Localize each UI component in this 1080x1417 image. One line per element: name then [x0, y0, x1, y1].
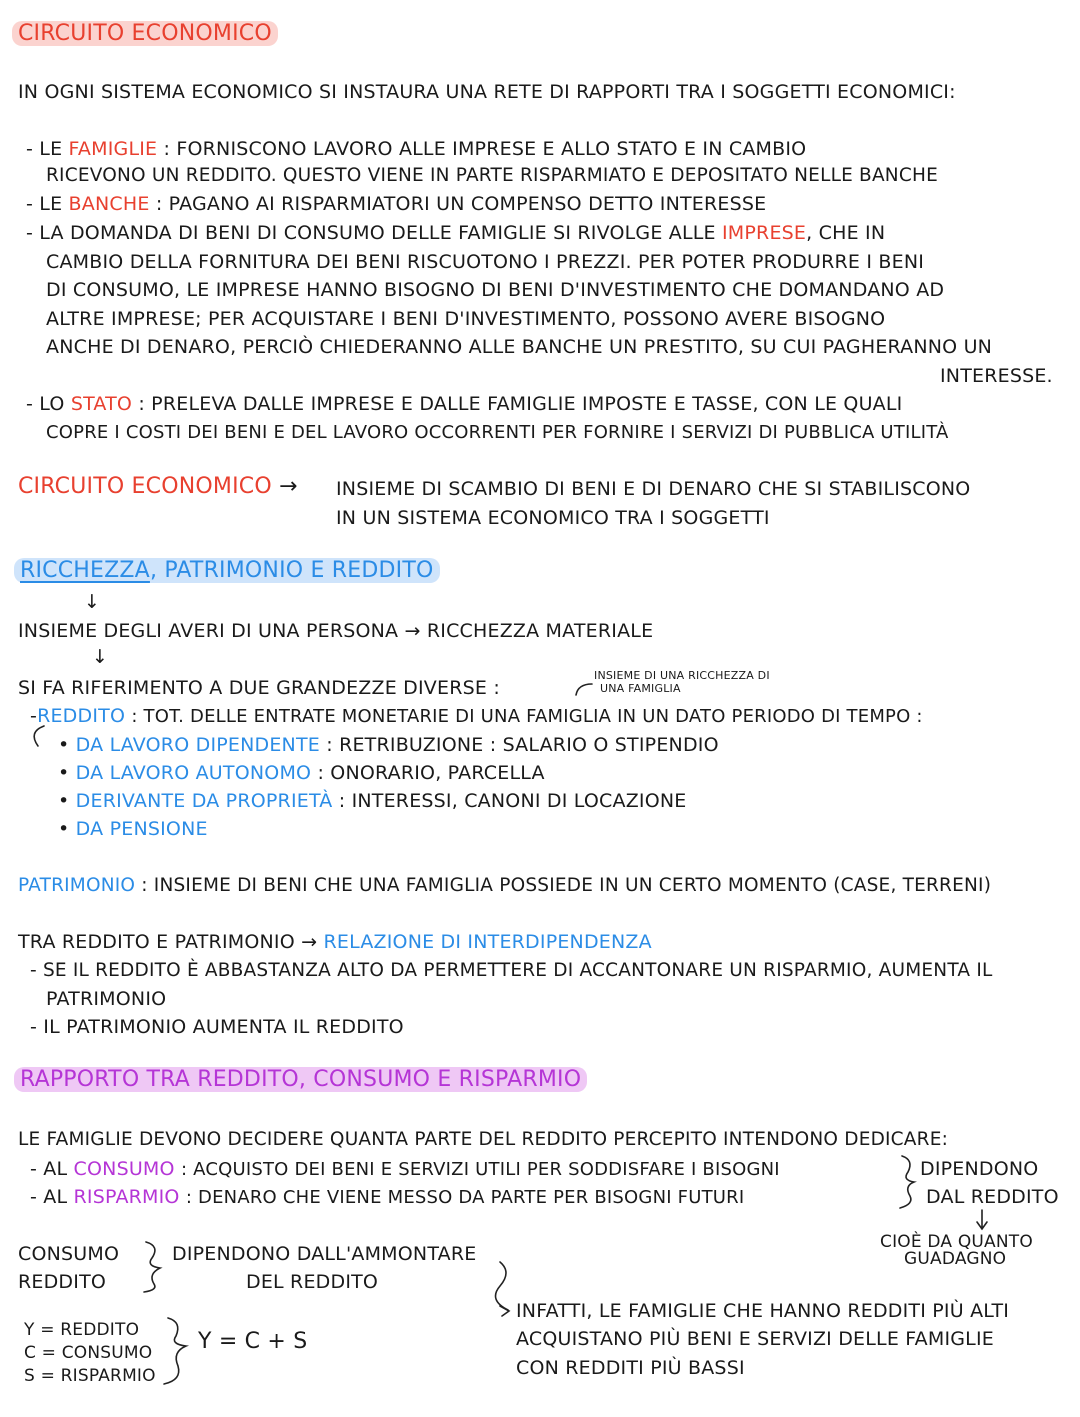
reddito-curve-arrow-icon — [34, 726, 44, 746]
brace-dipendono-icon — [900, 1156, 914, 1208]
reddito-item-1: • DA LAVORO DIPENDENTE : RETRIBUZIONE : SALARIO O STIPENDIO — [58, 734, 719, 756]
consumo-line: - AL CONSUMO : ACQUISTO DEI BENI E SERVIZI UTILI PER SODDISFARE I BISOGNI — [30, 1158, 780, 1180]
stato-line: - LO STATO : PRELEVA DALLE IMPRESE E DALLE FAMIGLIE IMPOSTE E TASSE, CON LE QUALI — [26, 393, 903, 415]
banche-line: - LE BANCHE : PAGANO AI RISPARMIATORI UN COMPENSO DETTO INTERESSE — [26, 193, 767, 215]
brace-legend-icon — [164, 1318, 186, 1384]
side-note-2: UNA FAMIGLIA — [600, 682, 681, 695]
consumo-label: CONSUMO — [18, 1243, 120, 1265]
section-title-circuito: CIRCUITO ECONOMICO — [12, 20, 278, 48]
reddito-item-3: • DERIVANTE DA PROPRIETÀ : INTERESSI, CANONI DI LOCAZIONE — [58, 790, 687, 812]
reddito-item-4: • DA PENSIONE — [58, 818, 208, 840]
infatti-1: INFATTI, LE FAMIGLIE CHE HANNO REDDITI PIÙ ALTI — [516, 1300, 1010, 1322]
reddito-item-2: • DA LAVORO AUTONOMO : ONORARIO, PARCELLA — [58, 762, 545, 784]
circuito-definition-2: IN UN SISTEMA ECONOMICO TRA I SOGGETTI — [336, 507, 770, 529]
famiglie-key: FAMIGLIE — [68, 138, 158, 160]
consumo-key: CONSUMO — [73, 1158, 175, 1180]
stato-key: STATO — [70, 393, 133, 415]
arrow-down-cioe-icon — [977, 1210, 987, 1229]
legend-c: C = CONSUMO — [24, 1343, 153, 1363]
section-title-rapporto: RAPPORTO TRA REDDITO, CONSUMO E RISPARMIO — [14, 1066, 587, 1094]
imprese-line: - LA DOMANDA DI BENI DI CONSUMO DELLE FAMIGLIE SI RIVOLGE ALLE IMPRESE, CHE IN — [26, 222, 886, 244]
legend-s: S = RISPARMIO — [24, 1366, 156, 1386]
famiglie-line-2: RICEVONO UN REDDITO. QUESTO VIENE IN PARTE RISPARMIATO E DEPOSITATO NELLE BANCHE — [46, 165, 938, 186]
famiglie-line: - LE FAMIGLIE : FORNISCONO LAVORO ALLE IMPRESE E ALLO STATO E IN CAMBIO — [26, 138, 807, 160]
circuito-definition-key: CIRCUITO ECONOMICO → — [18, 474, 298, 499]
legend-y: Y = REDDITO — [24, 1320, 140, 1340]
stato-line-2: COPRE I COSTI DEI BENI E DEL LAVORO OCCORRENTI PER FORNIRE I SERVIZI DI PUBBLICA UTILITÀ — [46, 422, 949, 443]
imprese-line-2: CAMBIO DELLA FORNITURA DEI BENI RISCUOTONO I PREZZI. PER POTER PRODURRE I BENI — [46, 251, 925, 273]
dipendono-2: DAL REDDITO — [926, 1186, 1059, 1208]
arrow-infatti-icon — [496, 1262, 510, 1316]
risparmio-line: - AL RISPARMIO : DENARO CHE VIENE MESSO DA PARTE PER BISOGNI FUTURI — [30, 1186, 745, 1208]
imprese-line-3: DI CONSUMO, LE IMPRESE HANNO BISOGNO DI BENI D'INVESTIMENTO CHE DOMANDANO AD — [46, 279, 945, 301]
dipendono-ammontare-2: DEL REDDITO — [246, 1271, 379, 1293]
formula: Y = C + S — [198, 1329, 308, 1354]
imprese-line-6: INTERESSE. — [940, 365, 1053, 387]
note-arrow-icon — [576, 684, 592, 695]
reddito-label: REDDITO — [18, 1271, 107, 1293]
dipendono-1: DIPENDONO — [920, 1158, 1039, 1180]
brace-consumo-reddito-icon — [144, 1242, 160, 1292]
banche-key: BANCHE — [68, 193, 150, 215]
imprese-line-4: ALTRE IMPRESE; PER ACQUISTARE I BENI D'INVESTIMENTO, POSSONO AVERE BISOGNO — [46, 308, 886, 330]
section-title-ricchezza: RICCHEZZA, PATRIMONIO E REDDITO — [14, 557, 440, 585]
ricchezza-definition: INSIEME DEGLI AVERI DI UNA PERSONA → RICCHEZZA MATERIALE — [18, 620, 654, 642]
cioe-1: CIOÈ DA QUANTO — [880, 1232, 1033, 1252]
rapporto-intro: LE FAMIGLIE DEVONO DECIDERE QUANTA PARTE DEL REDDITO PERCEPITO INTENDONO DEDICARE: — [18, 1129, 949, 1150]
side-note-1: INSIEME DI UNA RICCHEZZA DI — [594, 669, 770, 682]
arrow-down-1-icon: ↓ — [84, 591, 101, 613]
intro-text: IN OGNI SISTEMA ECONOMICO SI INSTAURA UNA RETE DI RAPPORTI TRA I SOGGETTI ECONOMICI: — [18, 81, 956, 103]
infatti-3: CON REDDITI PIÙ BASSI — [516, 1357, 745, 1379]
reddito-line: -REDDITO : TOT. DELLE ENTRATE MONETARIE DI UNA FAMIGLIA IN UN DATO PERIODO DI TEMPO : — [30, 705, 923, 727]
infatti-2: ACQUISTANO PIÙ BENI E SERVIZI DELLE FAMIGLIE — [516, 1328, 994, 1350]
arrow-down-2-icon: ↓ — [92, 646, 109, 668]
reddito-key: REDDITO — [37, 705, 126, 727]
relazione-bullet-2: - IL PATRIMONIO AUMENTA IL REDDITO — [30, 1016, 404, 1038]
patrimonio-line: PATRIMONIO : INSIEME DI BENI CHE UNA FAMIGLIA POSSIEDE IN UN CERTO MOMENTO (CASE, TERRENI) — [18, 875, 992, 896]
grandezze-line: SI FA RIFERIMENTO A DUE GRANDEZZE DIVERSE : — [18, 677, 500, 699]
relazione-line: TRA REDDITO E PATRIMONIO → RELAZIONE DI INTERDIPENDENZA — [18, 931, 652, 953]
patrimonio-key: PATRIMONIO — [18, 875, 136, 896]
imprese-line-5: ANCHE DI DENARO, PERCIÒ CHIEDERANNO ALLE BANCHE UN PRESTITO, SU CUI PAGHERANNO UN — [46, 336, 993, 358]
imprese-key: IMPRESE — [722, 222, 807, 244]
dipendono-ammontare-1: DIPENDONO DALL'AMMONTARE — [172, 1243, 477, 1265]
relazione-bullet-1: - SE IL REDDITO È ABBASTANZA ALTO DA PERMETTERE DI ACCANTONARE UN RISPARMIO, AUMENTA IL — [30, 960, 993, 981]
relazione-key: RELAZIONE DI INTERDIPENDENZA — [323, 931, 652, 953]
cioe-2: GUADAGNO — [904, 1249, 1007, 1269]
risparmio-key: RISPARMIO — [73, 1186, 180, 1208]
circuito-definition-1: INSIEME DI SCAMBIO DI BENI E DI DENARO CHE SI STABILISCONO — [336, 478, 971, 500]
relazione-bullet-1b: PATRIMONIO — [46, 988, 167, 1010]
